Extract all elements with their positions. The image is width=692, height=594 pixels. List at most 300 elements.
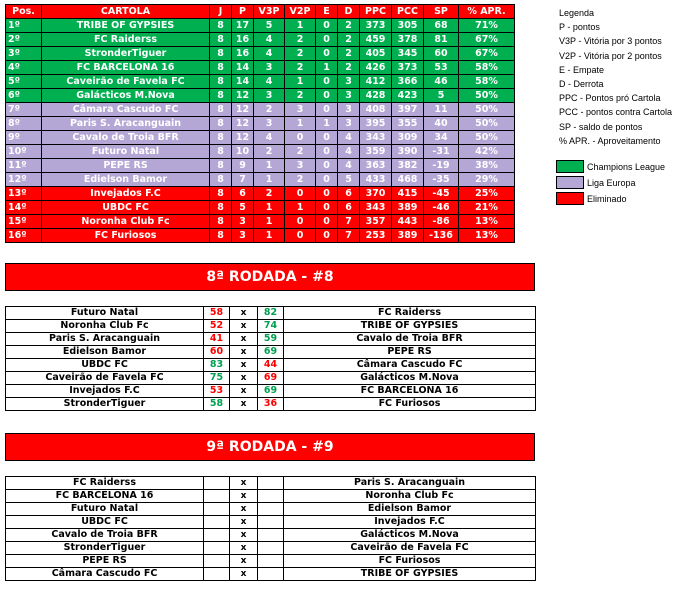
standings-cell: 8: [210, 145, 232, 159]
standings-cell: 468: [392, 173, 424, 187]
standings-cell: 81: [424, 33, 459, 47]
team-name: TRIBE OF GYPSIES: [42, 19, 210, 33]
standings-cell: 4: [338, 145, 360, 159]
standings-cell: 1: [254, 229, 285, 243]
home-score: [204, 477, 230, 490]
away-team: PEPE RS: [284, 346, 536, 359]
standings-cell: 0: [316, 19, 338, 33]
match-row: [6, 346, 536, 359]
home-team: FC BARCELONA 16: [6, 490, 204, 503]
home-team: StronderTiguer: [6, 542, 204, 555]
standings-cell: 2: [338, 61, 360, 75]
standings-cell: 390: [392, 145, 424, 159]
versus-separator: x: [230, 398, 258, 411]
team-name: FC Raiderss: [42, 33, 210, 47]
standings-header-cell: CARTOLA: [42, 5, 210, 19]
legend-key-label: Champions League: [587, 162, 666, 172]
standings-cell: 0: [316, 131, 338, 145]
standings-row: [6, 61, 515, 75]
home-score: [204, 503, 230, 516]
standings-cell: 343: [360, 201, 392, 215]
standings-cell: 16º: [6, 229, 42, 243]
standings-cell: 2: [285, 145, 316, 159]
standings-cell: 0: [316, 103, 338, 117]
standings-cell: 13º: [6, 187, 42, 201]
standings-cell: 8: [210, 61, 232, 75]
standings-cell: 8: [210, 201, 232, 215]
away-team: FC Furiosos: [284, 398, 536, 411]
home-score: [204, 568, 230, 581]
away-score: 69: [258, 372, 284, 385]
standings-cell: 1: [285, 19, 316, 33]
standings-row: [6, 33, 515, 47]
legend-swatch: [556, 176, 584, 189]
home-team: Edielson Bamor: [6, 346, 204, 359]
team-name: FC Furiosos: [42, 229, 210, 243]
standings-cell: 3: [285, 159, 316, 173]
home-team: Futuro Natal: [6, 503, 204, 516]
legend-key: [556, 192, 627, 206]
match-row: [6, 477, 536, 490]
standings-cell: 8: [210, 75, 232, 89]
versus-separator: x: [230, 503, 258, 516]
standings-header-cell: V3P: [254, 5, 285, 19]
standings-cell: 40: [424, 117, 459, 131]
legend-item: V3P - Vitória por 3 pontos: [559, 36, 662, 47]
standings-cell: 1: [254, 159, 285, 173]
standings-cell: 378: [392, 33, 424, 47]
standings-cell: 5: [338, 173, 360, 187]
away-team: Caveirão de Favela FC: [284, 542, 536, 555]
standings-cell: 382: [392, 159, 424, 173]
home-team: UBDC FC: [6, 359, 204, 372]
versus-separator: x: [230, 529, 258, 542]
standings-cell: 415: [392, 187, 424, 201]
team-name: StronderTiguer: [42, 47, 210, 61]
standings-row: [6, 117, 515, 131]
standings-cell: 6: [338, 201, 360, 215]
standings-cell: 0: [316, 229, 338, 243]
standings-cell: 2: [254, 187, 285, 201]
match-row: [6, 333, 536, 346]
standings-cell: 0: [285, 187, 316, 201]
home-team: Paris S. Aracanguain: [6, 333, 204, 346]
home-team: Cavalo de Troia BFR: [6, 529, 204, 542]
standings-row: [6, 159, 515, 173]
legend-item: D - Derrota: [559, 78, 604, 89]
standings-cell: -31: [424, 145, 459, 159]
standings-cell: 34: [424, 131, 459, 145]
match-row: [6, 555, 536, 568]
standings-cell: 3: [338, 117, 360, 131]
versus-separator: x: [230, 333, 258, 346]
standings-cell: 423: [392, 89, 424, 103]
standings-cell: 345: [392, 47, 424, 61]
standings-cell: 2: [285, 173, 316, 187]
standings-header-row: [6, 5, 515, 19]
home-team: PEPE RS: [6, 555, 204, 568]
standings-cell: 2: [254, 145, 285, 159]
standings-cell: 0: [285, 131, 316, 145]
standings-cell: 7: [338, 215, 360, 229]
standings-cell: 2: [338, 33, 360, 47]
standings-cell: 16: [232, 33, 254, 47]
legend-item: % APR. - Aproveitamento: [559, 135, 661, 146]
legend-swatch: [556, 192, 584, 205]
round-8-banner: 8ª RODADA - #8: [5, 263, 535, 291]
round-8-matches: [5, 306, 536, 411]
team-name: Edielson Bamor: [42, 173, 210, 187]
standings-header-cell: SP: [424, 5, 459, 19]
standings-cell: 7: [232, 173, 254, 187]
standings-cell: 4º: [6, 61, 42, 75]
match-row: [6, 320, 536, 333]
standings-cell: 2: [338, 47, 360, 61]
team-name: Futuro Natal: [42, 145, 210, 159]
standings-cell: 8: [210, 159, 232, 173]
standings-cell: 3: [338, 103, 360, 117]
away-team: Paris S. Aracanguain: [284, 477, 536, 490]
home-team: StronderTiguer: [6, 398, 204, 411]
away-team: Noronha Club Fc: [284, 490, 536, 503]
standings-cell: 8: [210, 117, 232, 131]
versus-separator: x: [230, 320, 258, 333]
standings-cell: 67%: [459, 33, 515, 47]
match-row: [6, 307, 536, 320]
standings-cell: 8: [210, 215, 232, 229]
legend-item: P - pontos: [559, 22, 600, 33]
standings-cell: 0: [285, 215, 316, 229]
away-score: 36: [258, 398, 284, 411]
home-score: [204, 516, 230, 529]
away-team: Edielson Bamor: [284, 503, 536, 516]
away-team: Cavalo de Troia BFR: [284, 333, 536, 346]
standings-cell: 443: [392, 215, 424, 229]
versus-separator: x: [230, 385, 258, 398]
standings-cell: 0: [316, 75, 338, 89]
standings-cell: 8: [210, 229, 232, 243]
legend-key-label: Liga Europa: [587, 178, 636, 188]
standings-row: [6, 75, 515, 89]
team-name: Noronha Club Fc: [42, 215, 210, 229]
away-score: [258, 477, 284, 490]
home-team: UBDC FC: [6, 516, 204, 529]
standings-cell: 1: [316, 61, 338, 75]
standings-cell: 8: [210, 187, 232, 201]
standings-cell: 405: [360, 47, 392, 61]
away-score: [258, 568, 284, 581]
standings-cell: 0: [316, 159, 338, 173]
standings-cell: 412: [360, 75, 392, 89]
standings-cell: 8: [210, 131, 232, 145]
standings-cell: 2: [285, 89, 316, 103]
home-score: [204, 555, 230, 568]
standings-cell: -46: [424, 201, 459, 215]
standings-cell: 397: [392, 103, 424, 117]
standings-row: [6, 229, 515, 243]
home-score: 41: [204, 333, 230, 346]
standings-cell: 50%: [459, 89, 515, 103]
legend-item: PCC - pontos contra Cartola: [559, 107, 673, 118]
standings-cell: 1: [254, 215, 285, 229]
standings-cell: 2º: [6, 33, 42, 47]
home-score: 58: [204, 307, 230, 320]
standings-cell: 50%: [459, 103, 515, 117]
away-score: [258, 529, 284, 542]
standings-cell: 60: [424, 47, 459, 61]
match-row: [6, 529, 536, 542]
standings-row: [6, 187, 515, 201]
away-team: FC Furiosos: [284, 555, 536, 568]
standings-cell: 7º: [6, 103, 42, 117]
standings-cell: 38%: [459, 159, 515, 173]
match-row: [6, 359, 536, 372]
standings-cell: 433: [360, 173, 392, 187]
match-row: [6, 372, 536, 385]
standings-cell: 253: [360, 229, 392, 243]
standings-row: [6, 173, 515, 187]
standings-cell: 408: [360, 103, 392, 117]
standings-cell: 8: [210, 103, 232, 117]
home-score: 83: [204, 359, 230, 372]
legend-item: SP - saldo de pontos: [559, 121, 643, 132]
standings-row: [6, 215, 515, 229]
standings-cell: 12: [232, 131, 254, 145]
standings-header-cell: J: [210, 5, 232, 19]
standings-row: [6, 131, 515, 145]
standings-cell: 2: [285, 47, 316, 61]
standings-cell: 46: [424, 75, 459, 89]
standings-row: [6, 89, 515, 103]
standings-cell: 309: [392, 131, 424, 145]
away-score: 59: [258, 333, 284, 346]
standings-row: [6, 103, 515, 117]
versus-separator: x: [230, 490, 258, 503]
standings-cell: 3: [338, 89, 360, 103]
away-score: [258, 555, 284, 568]
home-score: 60: [204, 346, 230, 359]
away-score: 74: [258, 320, 284, 333]
team-name: PEPE RS: [42, 159, 210, 173]
standings-cell: 10: [232, 145, 254, 159]
standings-cell: 1: [285, 117, 316, 131]
standings-cell: 12: [232, 117, 254, 131]
standings-cell: 9: [232, 159, 254, 173]
away-team: TRIBE OF GYPSIES: [284, 568, 536, 581]
home-team: FC Raiderss: [6, 477, 204, 490]
standings-cell: 4: [338, 159, 360, 173]
team-name: Paris S. Aracanguain: [42, 117, 210, 131]
team-name: Cavalo de Troia BFR: [42, 131, 210, 145]
standings-cell: 16: [232, 47, 254, 61]
standings-cell: 363: [360, 159, 392, 173]
standings-cell: 5: [232, 201, 254, 215]
standings-cell: 4: [254, 47, 285, 61]
standings-cell: 50%: [459, 117, 515, 131]
team-name: Invejados F.C: [42, 187, 210, 201]
standings-cell: 58%: [459, 61, 515, 75]
standings-cell: 0: [316, 173, 338, 187]
standings-cell: 0: [316, 89, 338, 103]
standings-cell: 3: [232, 215, 254, 229]
match-row: [6, 398, 536, 411]
versus-separator: x: [230, 516, 258, 529]
standings-cell: 389: [392, 201, 424, 215]
standings-cell: 8: [210, 89, 232, 103]
standings-cell: 1: [285, 201, 316, 215]
standings-cell: 1: [254, 173, 285, 187]
standings-cell: -35: [424, 173, 459, 187]
standings-cell: 373: [360, 19, 392, 33]
standings-cell: 6º: [6, 89, 42, 103]
standings-cell: 14: [232, 75, 254, 89]
standings-cell: 11: [424, 103, 459, 117]
versus-separator: x: [230, 568, 258, 581]
away-score: 69: [258, 346, 284, 359]
away-score: 69: [258, 385, 284, 398]
standings-cell: 11º: [6, 159, 42, 173]
legend: [559, 6, 692, 148]
standings-cell: 1: [316, 117, 338, 131]
standings-header-cell: D: [338, 5, 360, 19]
standings-cell: 13%: [459, 215, 515, 229]
away-score: 82: [258, 307, 284, 320]
away-team: Galácticos M.Nova: [284, 372, 536, 385]
standings-cell: 2: [285, 61, 316, 75]
standings-header-cell: P: [232, 5, 254, 19]
standings-cell: 4: [254, 75, 285, 89]
standings-cell: 17: [232, 19, 254, 33]
versus-separator: x: [230, 346, 258, 359]
standings-cell: 359: [360, 145, 392, 159]
standings-cell: 1: [254, 201, 285, 215]
standings-cell: 25%: [459, 187, 515, 201]
versus-separator: x: [230, 542, 258, 555]
match-row: [6, 516, 536, 529]
round-9-matches: [5, 476, 536, 581]
standings-cell: 4: [254, 131, 285, 145]
standings-cell: 0: [285, 229, 316, 243]
standings-cell: 2: [285, 33, 316, 47]
standings-cell: 395: [360, 117, 392, 131]
standings-cell: 0: [316, 187, 338, 201]
standings-cell: 10º: [6, 145, 42, 159]
standings-cell: 305: [392, 19, 424, 33]
standings-cell: 7: [338, 229, 360, 243]
standings-cell: 0: [316, 145, 338, 159]
home-score: [204, 542, 230, 555]
versus-separator: x: [230, 477, 258, 490]
team-name: Galácticos M.Nova: [42, 89, 210, 103]
match-row: [6, 385, 536, 398]
standings-cell: 3: [338, 75, 360, 89]
away-team: TRIBE OF GYPSIES: [284, 320, 536, 333]
away-score: [258, 542, 284, 555]
standings-cell: 71%: [459, 19, 515, 33]
team-name: FC BARCELONA 16: [42, 61, 210, 75]
team-name: Caveirão de Favela FC: [42, 75, 210, 89]
standings-cell: 58%: [459, 75, 515, 89]
match-row: [6, 542, 536, 555]
standings-header-cell: E: [316, 5, 338, 19]
standings-cell: 357: [360, 215, 392, 229]
standings-cell: 2: [254, 103, 285, 117]
standings-cell: 6: [232, 187, 254, 201]
legend-item: V2P - Vitória por 2 pontos: [559, 50, 662, 61]
standings-header-cell: PCC: [392, 5, 424, 19]
standings-cell: 4: [338, 131, 360, 145]
standings-cell: 8º: [6, 117, 42, 131]
standings-row: [6, 201, 515, 215]
standings-cell: 0: [316, 47, 338, 61]
standings-cell: 8: [210, 19, 232, 33]
standings-cell: 426: [360, 61, 392, 75]
away-team: FC BARCELONA 16: [284, 385, 536, 398]
versus-separator: x: [230, 307, 258, 320]
standings-cell: 8: [210, 33, 232, 47]
standings-cell: 21%: [459, 201, 515, 215]
home-score: 75: [204, 372, 230, 385]
standings-cell: 12: [232, 89, 254, 103]
away-team: FC Raiderss: [284, 307, 536, 320]
away-score: [258, 516, 284, 529]
standings-row: [6, 145, 515, 159]
away-team: Galácticos M.Nova: [284, 529, 536, 542]
standings-cell: 53: [424, 61, 459, 75]
standings-cell: 1: [285, 75, 316, 89]
match-row: [6, 490, 536, 503]
standings-cell: 0: [316, 33, 338, 47]
versus-separator: x: [230, 555, 258, 568]
standings-cell: 5º: [6, 75, 42, 89]
standings-cell: 2: [338, 19, 360, 33]
standings-cell: 12: [232, 103, 254, 117]
team-name: Câmara Cascudo FC: [42, 103, 210, 117]
standings-cell: 12º: [6, 173, 42, 187]
standings-cell: 9º: [6, 131, 42, 145]
standings-cell: 1º: [6, 19, 42, 33]
standings-cell: 366: [392, 75, 424, 89]
standings-cell: 8: [210, 173, 232, 187]
standings-cell: 4: [254, 33, 285, 47]
legend-key: [556, 176, 636, 190]
standings-header-cell: V2P: [285, 5, 316, 19]
standings-cell: 42%: [459, 145, 515, 159]
standings-cell: -136: [424, 229, 459, 243]
away-score: [258, 490, 284, 503]
home-score: 58: [204, 398, 230, 411]
home-team: Caveirão de Favela FC: [6, 372, 204, 385]
home-score: [204, 529, 230, 542]
standings-cell: 0: [316, 201, 338, 215]
standings-cell: 29%: [459, 173, 515, 187]
standings-cell: 389: [392, 229, 424, 243]
standings-row: [6, 19, 515, 33]
round-9-banner: 9ª RODADA - #9: [5, 433, 535, 461]
legend-key: [556, 160, 665, 174]
standings-cell: -86: [424, 215, 459, 229]
legend-item: PPC - Pontos pró Cartola: [559, 93, 661, 104]
standings-cell: 428: [360, 89, 392, 103]
standings-cell: 0: [316, 215, 338, 229]
standings-cell: 13%: [459, 229, 515, 243]
standings-cell: 15º: [6, 215, 42, 229]
legend-title: Legenda: [559, 8, 595, 18]
standings-cell: 3: [285, 103, 316, 117]
versus-separator: x: [230, 372, 258, 385]
away-score: 44: [258, 359, 284, 372]
standings-cell: 67%: [459, 47, 515, 61]
